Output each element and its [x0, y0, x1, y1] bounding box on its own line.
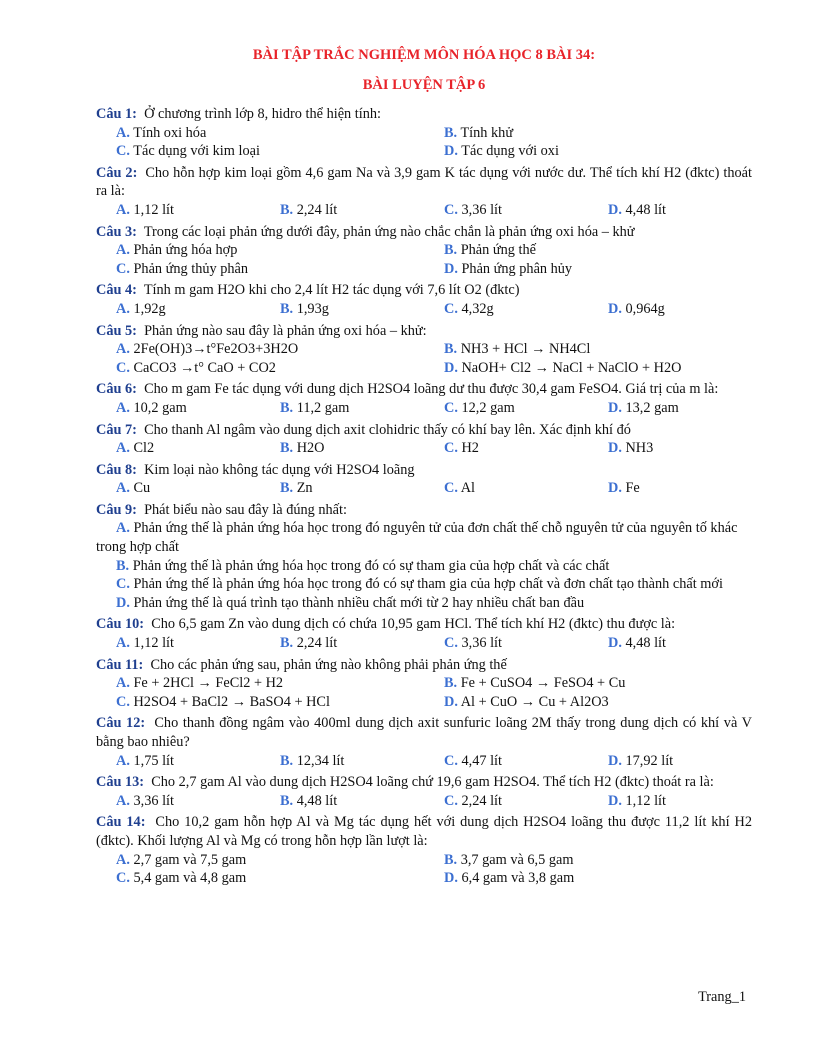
question-number: Câu 11:	[96, 656, 144, 673]
question-stem: Cho các phản ứng sau, phản ứng nào không phải phản ứng thế	[150, 656, 507, 673]
answer-option[interactable]	[424, 634, 588, 653]
question-stem: Cho 6,5 gam Zn vào dung dịch có chứa 10,95 gam HCl. Thể tích khí H2 (đktc) thu được là:	[151, 616, 676, 633]
answer-option[interactable]	[96, 260, 424, 279]
answer-option[interactable]	[260, 792, 424, 811]
option-row	[96, 752, 752, 771]
answer-option[interactable]	[424, 142, 752, 161]
option-label: C.	[444, 635, 458, 652]
option-text: Al + CuO → Cu + Al2O3	[460, 693, 609, 710]
answer-option[interactable]	[424, 752, 588, 771]
option-row	[96, 674, 752, 693]
option-label: A.	[116, 675, 130, 692]
option-text: Al	[460, 480, 476, 497]
option-row	[96, 142, 752, 161]
option-row	[96, 557, 752, 576]
answer-option[interactable]	[588, 752, 752, 771]
option-label: A.	[116, 635, 130, 652]
question-13	[96, 773, 752, 810]
answer-option[interactable]	[96, 479, 260, 498]
answer-option[interactable]	[260, 752, 424, 771]
option-text: Fe + CuSO4 → FeSO4 + Cu	[460, 675, 626, 692]
question-number: Câu 4:	[96, 282, 137, 299]
option-text: H2	[461, 440, 479, 457]
question-9	[96, 501, 752, 613]
question-7	[96, 421, 752, 458]
answer-option[interactable]	[424, 340, 752, 359]
option-row	[96, 260, 752, 279]
option-label: A.	[116, 752, 130, 769]
option-label: D.	[608, 300, 622, 317]
option-label: C.	[116, 693, 130, 710]
option-row	[96, 693, 752, 712]
question-stem: Tính m gam H2O khi cho 2,4 lít H2 tác dụng với 7,6 lít O2 (đktc)	[143, 282, 520, 299]
question-stem: Phản ứng nào sau đây là phản ứng oxi hóa – khử:	[144, 322, 427, 339]
option-text: NH3 + HCl → NH4Cl	[460, 341, 591, 358]
option-label: C.	[444, 792, 458, 809]
option-label: D.	[608, 201, 622, 218]
answer-option[interactable]	[96, 851, 424, 870]
option-text: 4,48 lít	[625, 201, 666, 218]
answer-option[interactable]	[424, 201, 588, 220]
answer-option[interactable]	[424, 359, 752, 378]
option-text: H2O	[296, 440, 325, 457]
option-row	[96, 869, 752, 888]
option-row	[96, 300, 752, 319]
option-label: B.	[280, 440, 294, 457]
option-label: A.	[116, 201, 130, 218]
answer-option[interactable]	[96, 201, 260, 220]
question-number: Câu 6:	[96, 381, 137, 398]
option-label: B.	[444, 341, 458, 358]
question-number: Câu 8:	[96, 461, 137, 478]
option-text: Phản ứng thế là phản ứng hóa học trong đó có sự tham gia của hợp chất và các chất	[132, 557, 610, 574]
option-row	[96, 124, 752, 143]
question-text	[96, 322, 752, 341]
option-label: C.	[116, 576, 130, 593]
answer-option[interactable]	[96, 399, 260, 418]
question-stem: Cho m gam Fe tác dụng với dung dịch H2SO4 loãng dư thu được 30,4 gam FeSO4. Giá trị của m là:	[144, 381, 719, 398]
option-row	[96, 519, 752, 556]
answer-option[interactable]	[588, 792, 752, 811]
option-label: D.	[444, 143, 458, 160]
option-row	[96, 399, 752, 418]
option-label: C.	[116, 260, 130, 277]
option-label: D.	[608, 635, 622, 652]
option-label: D.	[608, 440, 622, 457]
option-row	[96, 851, 752, 870]
answer-option[interactable]	[260, 300, 424, 319]
answer-option[interactable]	[96, 359, 424, 378]
question-text	[96, 773, 752, 792]
option-text: Phản ứng thế	[460, 242, 536, 259]
option-label: A.	[116, 124, 130, 141]
question-number: Câu 10:	[96, 616, 145, 633]
option-text: 0,964g	[625, 300, 665, 317]
answer-option[interactable]	[260, 479, 424, 498]
option-row	[96, 575, 752, 594]
option-label: B.	[444, 851, 458, 868]
option-text: 4,47 lít	[461, 752, 502, 769]
option-label: B.	[444, 242, 458, 259]
option-text: Cu	[133, 480, 151, 497]
question-stem: Trong các loại phản ứng dưới đây, phản ứng nào chắc chắn là phản ứng oxi hóa – khử	[143, 223, 635, 240]
answer-option[interactable]	[588, 439, 752, 458]
option-label: C.	[116, 143, 130, 160]
answer-option[interactable]	[260, 439, 424, 458]
option-text: 3,7 gam và 6,5 gam	[460, 851, 574, 868]
option-text: 3,36 lít	[461, 635, 502, 652]
option-text: Fe	[625, 480, 640, 497]
question-text	[96, 223, 752, 242]
option-label: A.	[116, 341, 130, 358]
question-text	[96, 380, 752, 399]
question-12	[96, 714, 752, 770]
option-label: C.	[116, 359, 130, 376]
option-label: C.	[444, 201, 458, 218]
answer-option[interactable]	[260, 634, 424, 653]
option-text: 3,36 lít	[461, 201, 502, 218]
question-text	[96, 615, 752, 634]
question-3	[96, 223, 752, 279]
option-label: C.	[116, 870, 130, 887]
answer-option[interactable]	[96, 519, 752, 556]
option-text: Cl2	[133, 440, 155, 457]
answer-option[interactable]	[424, 260, 752, 279]
question-stem: Ở chương trình lớp 8, hidro thể hiện tính:	[144, 106, 381, 122]
option-text: 5,4 gam và 4,8 gam	[133, 870, 247, 887]
answer-option[interactable]	[424, 792, 588, 811]
answer-option[interactable]	[424, 851, 752, 870]
answer-option[interactable]	[96, 575, 752, 594]
option-label: A.	[116, 520, 130, 537]
question-text	[96, 501, 752, 520]
answer-option[interactable]	[96, 439, 260, 458]
question-2	[96, 164, 752, 220]
answer-option[interactable]	[424, 479, 588, 498]
question-5	[96, 322, 752, 378]
question-number: Câu 14:	[96, 814, 146, 831]
option-text: 12,2 gam	[461, 399, 515, 416]
answer-option[interactable]	[96, 142, 424, 161]
option-text: Phản ứng thế là quá trình tạo thành nhiều chất mới từ 2 hay nhiều chất ban đầu	[133, 594, 585, 611]
option-text: 1,12 lít	[133, 201, 174, 218]
question-text	[96, 813, 752, 850]
question-4	[96, 281, 752, 318]
option-text: NH3	[625, 440, 654, 457]
answer-option[interactable]	[96, 124, 424, 143]
option-text: Phản ứng thủy phân	[133, 260, 249, 277]
question-number: Câu 5:	[96, 322, 137, 339]
option-row	[96, 792, 752, 811]
answer-option[interactable]	[96, 594, 752, 613]
question-text	[96, 656, 752, 675]
answer-option[interactable]	[260, 201, 424, 220]
question-text	[96, 164, 752, 201]
option-label: B.	[280, 792, 294, 809]
question-stem: Cho 2,7 gam Al vào dung dịch H2SO4 loãng chứ 19,6 gam H2SO4. Thể tích H2 (đktc) thoát ra là:	[151, 774, 714, 791]
answer-option[interactable]	[424, 399, 588, 418]
option-text: 2,24 lít	[296, 635, 338, 652]
answer-option[interactable]	[96, 752, 260, 771]
option-label: A.	[116, 851, 130, 868]
option-label: C.	[444, 440, 458, 457]
option-label: B.	[280, 635, 294, 652]
option-row	[96, 479, 752, 498]
option-text: 2,24 lít	[296, 201, 338, 218]
option-label: C.	[444, 399, 458, 416]
question-stem: Cho thanh Al ngâm vào dung dịch axit clohidric thấy có khí bay lên. Xác định khí đó	[144, 421, 631, 438]
option-label: D.	[444, 260, 458, 277]
answer-option[interactable]	[588, 479, 752, 498]
answer-option[interactable]	[96, 869, 424, 888]
option-text: 2,7 gam và 7,5 gam	[133, 851, 247, 868]
option-text: Phản ứng thế là phản ứng hóa học trong đó có sự tham gia của hợp chất và đơn chất tạo thành chất mới	[133, 576, 723, 593]
option-label: D.	[116, 594, 130, 611]
answer-option[interactable]	[588, 634, 752, 653]
option-label: B.	[280, 300, 294, 317]
question-number: Câu 7:	[96, 421, 137, 438]
question-text	[96, 281, 752, 300]
option-row	[96, 340, 752, 359]
option-label: D.	[608, 480, 622, 497]
question-text	[96, 461, 752, 480]
option-text: 10,2 gam	[133, 399, 187, 416]
question-1	[96, 105, 752, 161]
answer-option[interactable]	[588, 201, 752, 220]
option-label: D.	[444, 359, 458, 376]
option-text: Phản ứng hóa hợp	[133, 242, 238, 259]
document-subtitle: BÀI LUYỆN TẬP 6	[362, 77, 486, 93]
option-text: Tính khử	[460, 124, 514, 141]
answer-option[interactable]	[424, 693, 752, 712]
option-text: 4,32g	[461, 300, 494, 317]
option-text: Fe + 2HCl → FeCl2 + H2	[133, 675, 284, 692]
answer-option[interactable]	[96, 340, 424, 359]
question-6	[96, 380, 752, 417]
answer-option[interactable]	[424, 869, 752, 888]
answer-option[interactable]	[424, 124, 752, 143]
answer-option[interactable]	[424, 674, 752, 693]
answer-option[interactable]	[424, 241, 752, 260]
option-text: Zn	[296, 480, 313, 497]
option-text: Tính oxi hóa	[133, 124, 207, 141]
option-text: 2,24 lít	[461, 792, 502, 809]
answer-option[interactable]	[588, 300, 752, 319]
option-text: 1,12 lít	[625, 792, 666, 809]
question-number: Câu 1:	[96, 106, 137, 122]
question-number: Câu 9:	[96, 501, 137, 518]
question-stem: Kim loại nào không tác dụng với H2SO4 loãng	[144, 461, 415, 478]
answer-option[interactable]	[424, 439, 588, 458]
option-text: Tác dụng với oxi	[461, 143, 559, 160]
question-number: Câu 2:	[96, 164, 138, 181]
answer-option[interactable]	[260, 399, 424, 418]
option-text: CaCO3 →t° CaO + CO2	[133, 359, 276, 376]
option-label: D.	[608, 792, 622, 809]
option-label: A.	[116, 440, 130, 457]
option-row	[96, 241, 752, 260]
question-10	[96, 615, 752, 652]
question-11	[96, 656, 752, 712]
question-text	[96, 421, 752, 440]
option-row	[96, 359, 752, 378]
option-label: A.	[116, 480, 130, 497]
option-text: 12,34 lít	[296, 752, 345, 769]
page-number: Trang_1	[698, 989, 746, 1005]
question-stem: Phát biểu nào sau đây là đúng nhất:	[144, 501, 347, 518]
option-row	[96, 201, 752, 220]
option-label: B.	[116, 557, 130, 574]
answer-option[interactable]	[96, 792, 260, 811]
option-text: 13,2 gam	[625, 399, 679, 416]
option-text: 2Fe(OH)3→t°Fe2O3+3H2O	[133, 341, 299, 358]
option-label: A.	[116, 242, 130, 259]
option-text: H2SO4 + BaCl2 → BaSO4 + HCl	[133, 693, 330, 710]
document-page	[96, 46, 752, 888]
option-text: 3,36 lít	[133, 792, 174, 809]
question-14	[96, 813, 752, 887]
answer-option[interactable]	[96, 674, 424, 693]
option-row	[96, 439, 752, 458]
option-label: A.	[116, 399, 130, 416]
option-label: B.	[280, 752, 294, 769]
question-number: Câu 3:	[96, 223, 137, 240]
option-text: 4,48 lít	[296, 792, 338, 809]
option-text: Phản ứng phân hủy	[461, 260, 573, 277]
answer-option[interactable]	[96, 300, 260, 319]
option-label: A.	[116, 300, 130, 317]
document-title: BÀI TẬP TRẮC NGHIỆM MÔN HÓA HỌC 8 BÀI 34:	[252, 47, 596, 63]
option-label: B.	[280, 201, 294, 218]
option-text: 4,48 lít	[625, 635, 666, 652]
option-text: 1,12 lít	[133, 635, 174, 652]
option-row	[96, 634, 752, 653]
option-label: D.	[444, 693, 458, 710]
option-label: D.	[444, 870, 458, 887]
option-text: Phản ứng thế là phản ứng hóa học trong đó nguyên tử của đơn chất thế chỗ nguyên tử của nguyên tố khác trong hợp chất	[96, 520, 738, 556]
answer-option[interactable]	[424, 300, 588, 319]
option-label: A.	[116, 792, 130, 809]
question-8	[96, 461, 752, 498]
question-list	[96, 105, 752, 888]
question-number: Câu 12:	[96, 715, 146, 732]
question-stem: Cho 10,2 gam hỗn hợp Al và Mg tác dụng hết với dung dịch H2SO4 loãng thu được 11,2 lít khí H2 (đktc). Khối lượng Al và Mg có trong hỗn hợp lần lượt là:	[96, 814, 753, 849]
answer-option[interactable]	[96, 241, 424, 260]
option-label: B.	[280, 480, 294, 497]
answer-option[interactable]	[588, 399, 752, 418]
option-label: D.	[608, 752, 622, 769]
question-text	[96, 714, 752, 751]
answer-option[interactable]	[96, 557, 752, 576]
option-text: 1,75 lít	[133, 752, 174, 769]
option-text: NaOH+ Cl2 → NaCl + NaClO + H2O	[461, 359, 682, 376]
question-text	[96, 105, 752, 124]
option-label: B.	[280, 399, 294, 416]
answer-option[interactable]	[96, 693, 424, 712]
option-label: B.	[444, 124, 458, 141]
option-text: 17,92 lít	[625, 752, 674, 769]
option-row	[96, 594, 752, 613]
answer-option[interactable]	[96, 634, 260, 653]
question-stem: Cho hỗn hợp kim loại gồm 4,6 gam Na và 3,9 gam K tác dụng với nước dư. Thể tích khí H2 (đktc) thoát ra là:	[96, 164, 752, 200]
option-label: C.	[444, 480, 458, 497]
option-text: 6,4 gam và 3,8 gam	[461, 870, 575, 887]
option-label: B.	[444, 675, 458, 692]
option-text: 1,92g	[133, 300, 166, 317]
option-label: D.	[608, 399, 622, 416]
question-stem: Cho thanh đồng ngâm vào 400ml dung dịch axit sunfuric loãng 2M thấy trong dung dịch có khí và V bằng bao nhiêu?	[96, 715, 752, 750]
option-label: C.	[444, 752, 458, 769]
option-text: 11,2 gam	[296, 399, 350, 416]
option-text: 1,93g	[296, 300, 329, 317]
option-text: Tác dụng với kim loại	[133, 143, 260, 160]
question-number: Câu 13:	[96, 774, 145, 791]
option-label: C.	[444, 300, 458, 317]
